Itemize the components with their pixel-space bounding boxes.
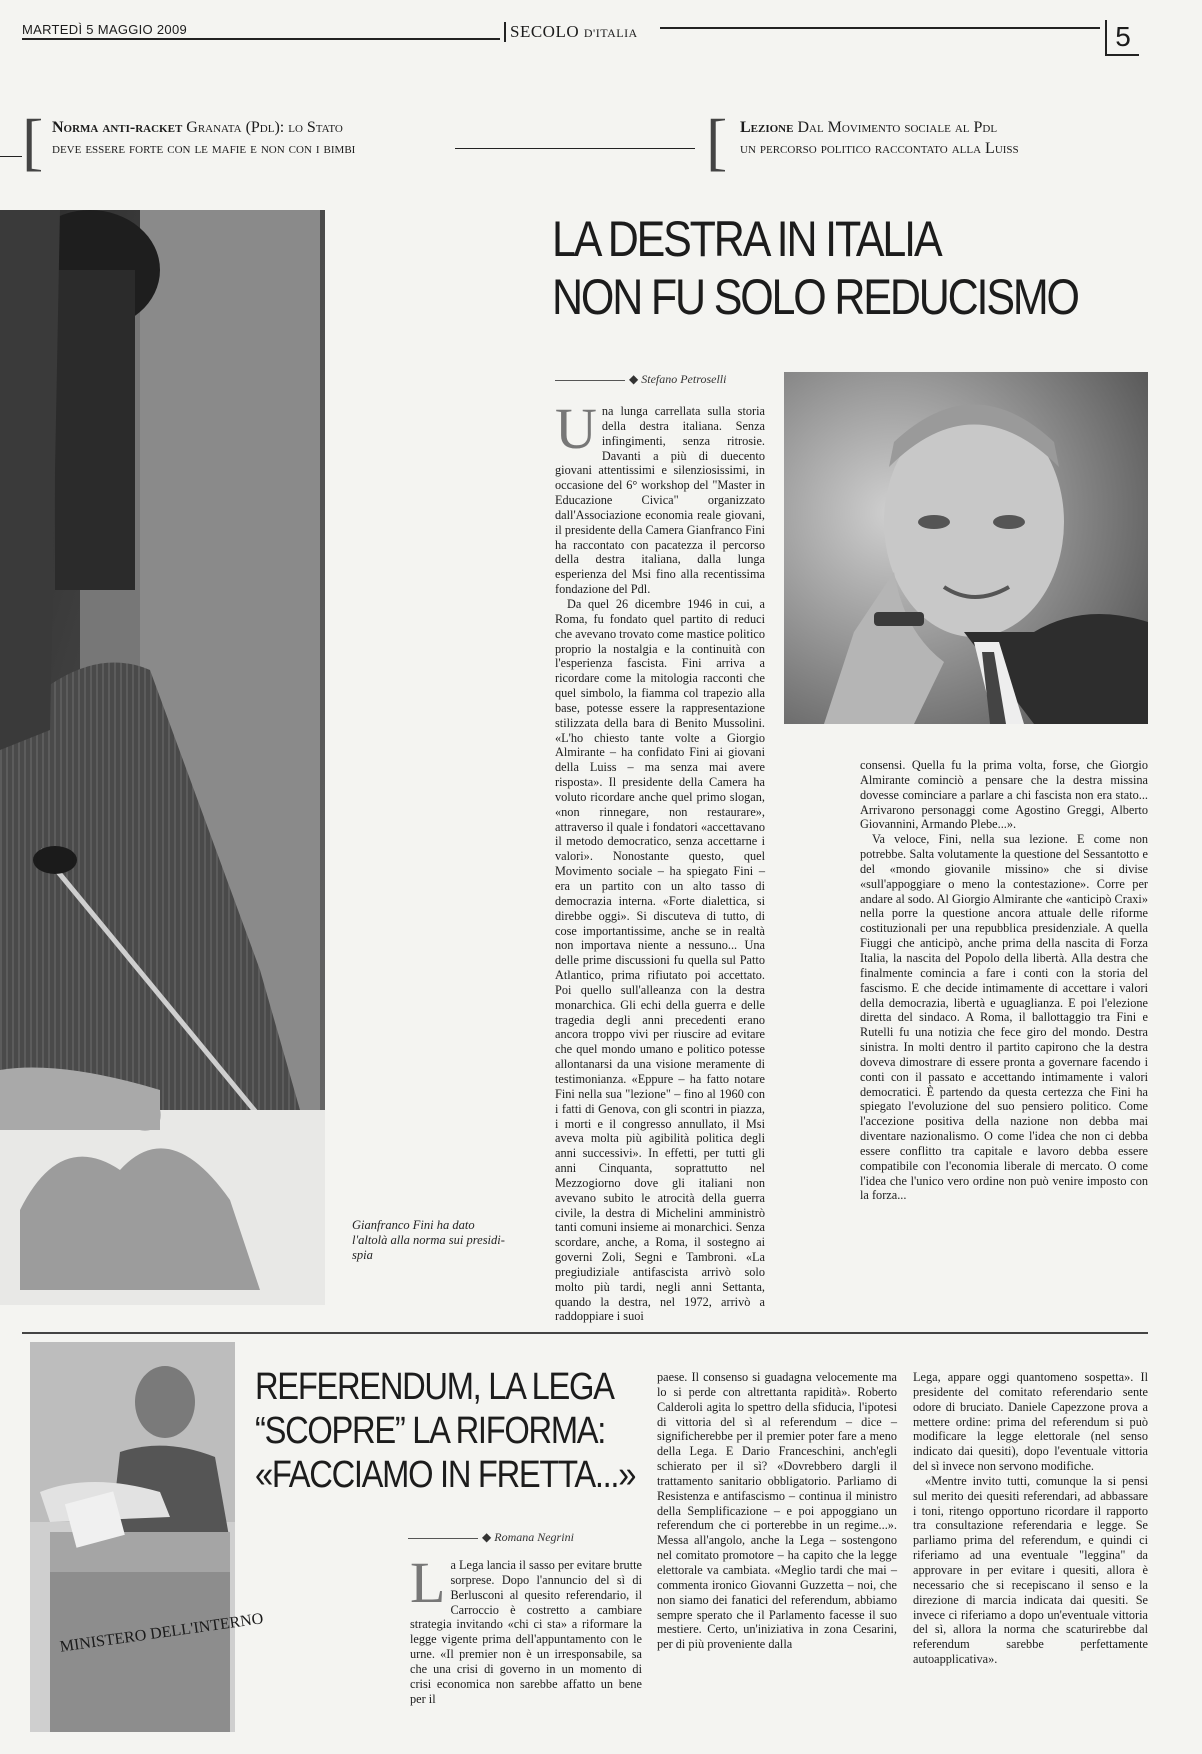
main-byline: ◆ Stefano Petroselli	[555, 372, 726, 387]
teaser-bracket-icon: [	[22, 106, 44, 177]
second-article-column2: paese. Il consenso si guadagna velocemente ma lo si perde con altrettanta rapidità». Roberto Calderoli agita lo spettro della sfiducia, l'ipotesi di vittoria del sì al referendum – dice – significherebbe per il premier poter fare a meno della Lega. E Dario Franceschini, anch'egli schierato per il sì? «Dovrebbero dargli il trattamento sanitario obbligatorio. Parliamo di Resistenza e antifascismo – continua il ministro della Semplificazione – e poi appoggiano un referendum che ci porterebbe in un regime...». Messa all'angolo, anche la Lega – sostengono nel comitato promotore – ha capito che la legge elettorale va cambiata. «Meglio tardi che mai – commenta ironico Giovanni Guzzetta – noi, che non siamo dei fanatici del referendum, abbiamo sempre sperato che il Parlamento facesse il suo mestiere. Certo, un'iniziativa in zona Cesarini, per di più proveniente dalla	[657, 1370, 897, 1652]
teaser-right-line1: Dal Movimento sociale al Pdl	[797, 119, 998, 136]
ballot-box-photo	[30, 1342, 265, 1732]
second-headline-line2: “SCOPRE” LA RIFORMA:	[255, 1410, 606, 1452]
newspaper-name: SECOLO D'ITALIA	[504, 22, 638, 42]
main-dropcap: U	[555, 396, 597, 461]
masthead-rule	[22, 38, 500, 40]
main-headline-line2: NON FU SOLO REDUCISMO	[552, 269, 1078, 325]
second-headline-line3: «FACCIAMO IN FRETTA...»	[255, 1454, 636, 1496]
teaser-rule-left	[0, 156, 22, 157]
main-headline-line1: LA DESTRA IN ITALIA	[552, 211, 941, 267]
teaser-left-line1: Granata (Pdl): lo Stato	[186, 119, 343, 136]
main-article-column2: consensi. Quella fu la prima volta, forse, che Giorgio Almirante cominciò a pensare che la destra missina dovesse cominciare a parlare a chi fascista non era stato... Arrivarono personaggi come Agostino Greggi, Alberto Giovannini, Armando Plebe...». Va veloce, Fini, nella sua lezione. E come non potrebbe. Salta volutamente la questione del Sessantotto e del «mondo giovanile missino» che si divise «sull'appoggiare o meno la contestazione». Corre per andare al sodo. Al Giorgio Almirante che «anticipò Craxi» nella porre la questione ancora attuale delle riforme costituzionali per una repubblica presidenziale. A quella Fiuggi che anticipò, anche prima della nascita di Forza Italia, la nascita del Popolo della libertà. Alla destra che finalmente comincia a fare i conti con la storia del fascismo. E che decide intimamente di accettare i valori della democrazia, libertà e uguaglianza. E poi l'elezione diretta del sindaco. A Roma, il ballottaggio tra Fini e Rutelli fu una notizia che fece giro del mondo. Destra sinistra. In molti dentro il partito capirono che la destra doveva dimostrare di essere pronta a governare facendo i conti con il passato e accettando intimamente i valori democratici. È partendo da questa certezza che Fini ha spiegato l'evoluzione del suo pensiero politico. Come l'accezione positiva della nazione non debba mai diventare nazionalismo. O come l'idea che non ci debba essere conflitto tra capitale e lavoro debba essere compatibile con l'economia liberale di mercato. O come l'idea che l'unico vero ordine non può venire imposto con la forza...	[860, 758, 1148, 1203]
teaser-right[interactable]	[740, 117, 1160, 159]
page-number: 5	[1105, 20, 1139, 56]
main-article-column1: U na lunga carrellata sulla storia della destra italiana. Senza infingimenti, senza ritrosie. Davanti a più di duecento giovani attentissimi e silenziosissimi, in occasione del 6° workshop del "Master in Educazione Civica" organizzato dall'Associazione economia reale giovani, il presidente della Camera Gianfranco Fini ha raccontato con pacatezza il percorso della destra italiana, dalla lunga esperienza del Msi fino alla recentissima fondazione del Pdl. Da quel 26 dicembre 1946 in cui, a Roma, fu fondato quel partito di reduci che avevano trovato come mastice politico proprio la nostalgia e la continuità con l'esperienza fascista. Fini arriva a ricordare come la mitologia racconti che quel simbolo, la fiamma col trapezio alla base, potesse essere la rappresentazione stilizzata della bara di Benito Mussolini. «L'ho chiesto tante volte a Giorgio Almirante – ha confidato Fini ai giovani della Luiss – ma senza mai avere risposta». Il presidente della Camera ha voluto ricordare anche quel primo slogan, «non rinnegare, non restaurare», attraverso il quale i fondatori «accettavano il metodo democratico, senza accettarne i valori». Nonostante questo, quel Movimento sociale – ha spiegato Fini – era un partito con un alto tasso di democrazia interna. «Forte dialettica, si direbbe oggi». Si discuteva di tutto, di cose importantissime, anche se in realtà non importava niente a nessuno... Una delle prime discussioni fu quella sul Patto Atlantico, prima rifiutato poi accettato. Poi quello sull'alleanza con la destra monarchica. Gli echi della guerra e delle tragedia degli anni precedenti erano ancora troppo vivi per riuscire ad evitare che quel mondo umano e politico potesse allontanarsi da una visione meramente di testimonianza. «Eppure – ha fatto notare Fini nella sua "lezione" – fino al 1960 con i fatti di Genova, con gli scontri in piazza, i morti e il congresso annullato, il Msi aveva molta più agibilità politica degli anni successivi». In effetti, per tutti gli anni Cinquanta, soprattutto nel Mezzogiorno dove gli italiani non avevano subito le atrocità della guerra civile, la destra di Michelini amministrò tanti comuni insieme ai monarchici. Senza scordare, anche, a Roma, il sostegno ai governi Zoli, Segni e Tambroni. «La pregiudiziale antifascista arrivò solo molto più tardi, negli anni Settanta, quando la destra, nel 1972, arrivò a raddoppiare i suoi	[555, 396, 765, 1324]
fini-portrait-photo	[784, 372, 1148, 724]
second-headline-line1: REFERENDUM, LA LEGA	[255, 1366, 614, 1408]
svg-text:MINISTERO DELL'INTERNO: MINISTERO DELL'INTERNO	[58, 1610, 265, 1656]
fini-microphone-photo	[0, 210, 325, 1305]
teaser-left-label: Norma anti-racket	[52, 119, 183, 136]
masthead-rule-right	[660, 27, 1100, 29]
issue-date: MARTEDÌ 5 MAGGIO 2009	[22, 22, 187, 37]
section-divider	[22, 1332, 1148, 1334]
photo-caption: Gianfranco Fini ha dato l'altolà alla norma sui presidi-spia	[352, 1218, 505, 1262]
second-article-column3: Lega, appare oggi quantomeno sospetta». Il presidente del comitato referendario sente odore di bruciato. Daniele Capezzone prova a mettere ordine: prima del referendum si può modificare la legge elettorale (nel senso indicato dai quesiti), dopo l'eventuale vittoria del sì invece non servono modifiche. «Mentre invito tutti, comunque la si pensi sul merito dei quesiti referendari, ad abbassare i toni, ritengo opportuno ricordare il rapporto tra consultazione referendaria e legge. Se parliamo prima del referendum, e quindi ci riferiamo ad una eventuale "leggina" da approvare in per evitare i quesiti, allora è necessario che si recepiscano il senso e la direzione di marcia indicata dai quesiti. Se invece ci riferiamo a dopo un'eventuale vittoria del sì, allora la norma che scaturirebbe dal referendum sarebbe perfettamente autoapplicativa».	[913, 1370, 1148, 1667]
teaser-rule	[455, 148, 695, 149]
second-byline: ◆ Romana Negrini	[408, 1530, 574, 1545]
teaser-bracket-icon: [	[706, 106, 728, 177]
teaser-left[interactable]	[52, 117, 472, 159]
teaser-right-line2: un percorso politico raccontato alla Luiss	[740, 140, 1019, 157]
second-article-column1: L a Lega lancia il sasso per evitare brutte sorprese. Dopo l'annuncio del sì di Berlusconi al quesito referendario, il Carroccio è costretto a cambiare strategia invitando «chi ci sta» a riformare la legge vigente prima dell'appuntamento con le urne. «Il premier non è un irresponsabile, sa che una crisi di governo in un momento di crisi economica non sarebbe affatto un bene per il	[410, 1550, 642, 1706]
teaser-right-label: Lezione	[740, 119, 794, 136]
teaser-left-line2: deve essere forte con le mafie e non con i bimbi	[52, 140, 356, 157]
second-dropcap: L	[410, 1550, 446, 1615]
